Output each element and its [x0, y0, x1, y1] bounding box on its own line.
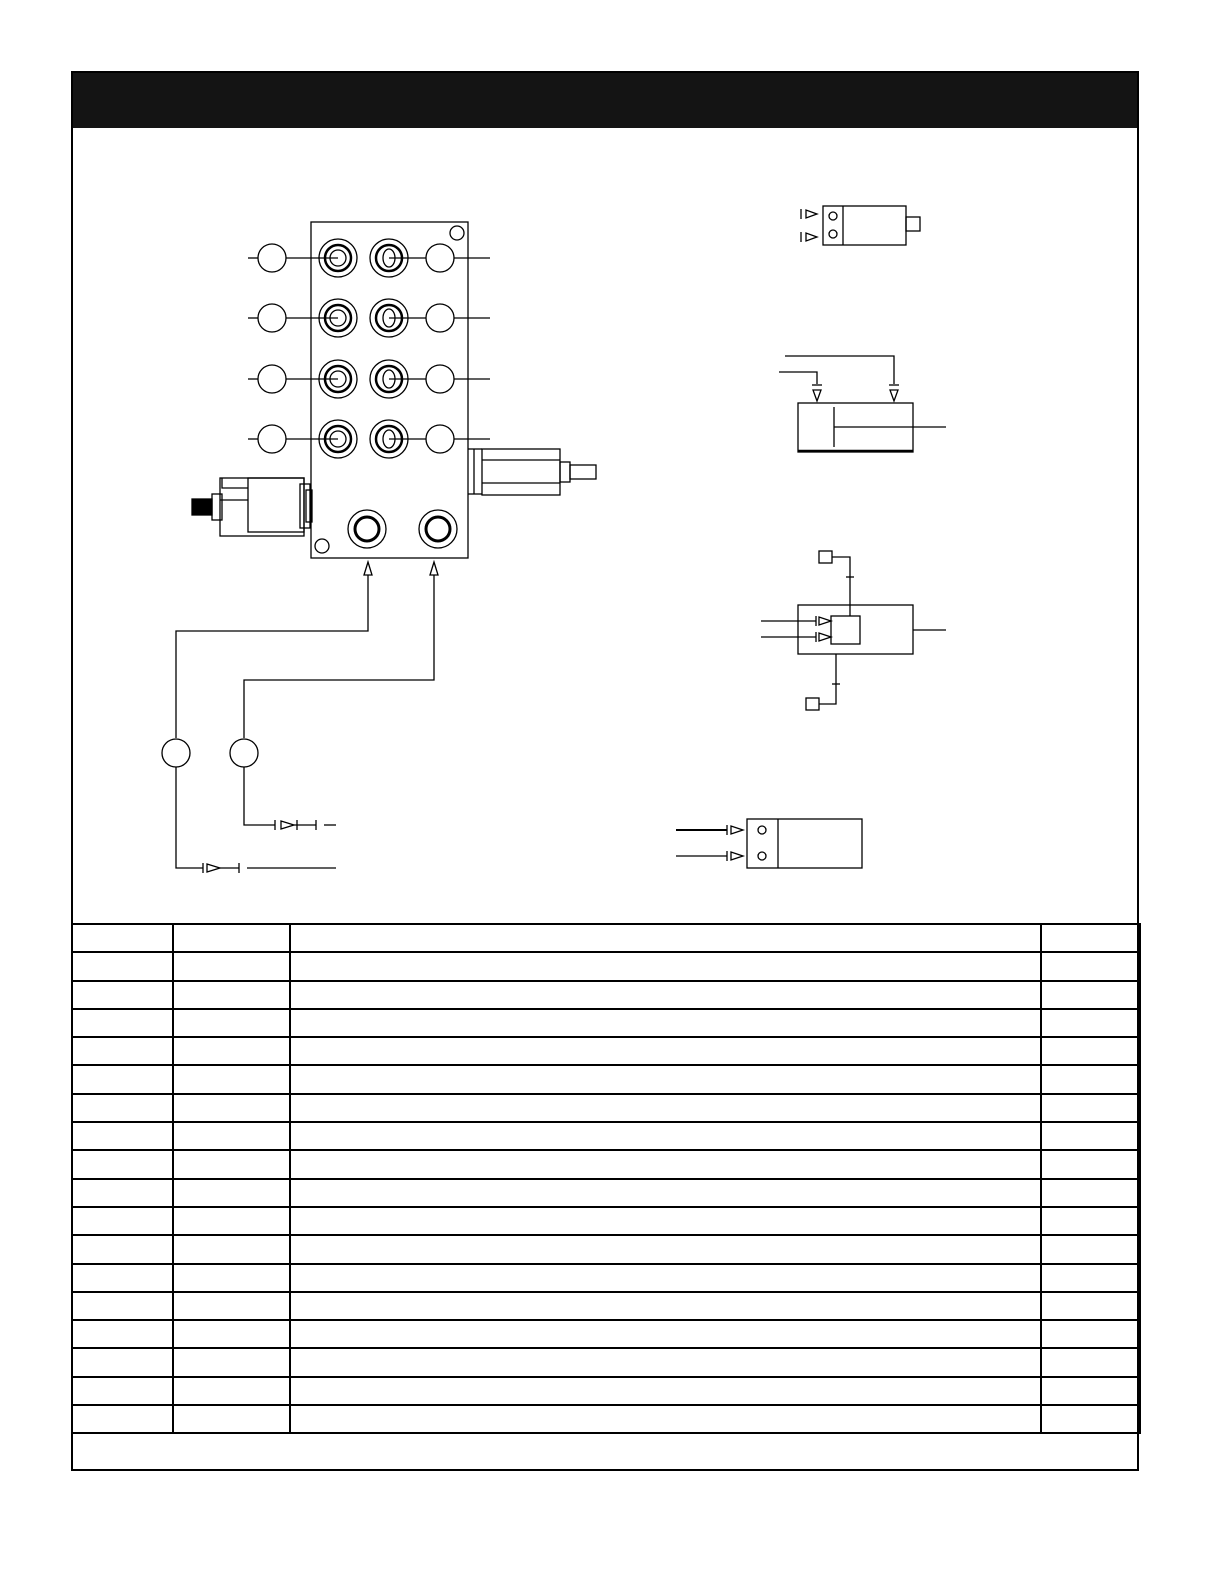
connector-block-symbol [676, 819, 862, 868]
table-cell [1041, 1179, 1140, 1207]
table-row [72, 1405, 1140, 1433]
table-cell [72, 1179, 173, 1207]
callouts-left [248, 244, 338, 453]
parts-table-body [72, 924, 1140, 1433]
table-cell [290, 1179, 1041, 1207]
valve-assembly [192, 478, 312, 536]
table-cell [173, 1264, 290, 1292]
table-cell [290, 1150, 1041, 1178]
table-cell [72, 981, 173, 1009]
table-cell [1041, 1094, 1140, 1122]
table-row [72, 1235, 1140, 1263]
table-cell [1041, 1009, 1140, 1037]
hex-fitting [468, 449, 596, 495]
table-row [72, 981, 1140, 1009]
table-row [72, 1348, 1140, 1376]
table-cell [1041, 981, 1140, 1009]
port-column-left [319, 239, 357, 458]
table-cell [290, 1348, 1041, 1376]
column-header [290, 924, 1041, 952]
table-row [72, 1150, 1140, 1178]
table-cell [72, 1348, 173, 1376]
table-cell [72, 1009, 173, 1037]
table-cell [290, 1405, 1041, 1433]
solenoid-symbol [801, 206, 920, 245]
table-cell [173, 1150, 290, 1178]
table-cell [1041, 1122, 1140, 1150]
table-cell [290, 1207, 1041, 1235]
table-cell [72, 1207, 173, 1235]
table-cell [290, 952, 1041, 980]
inlet-lines [162, 562, 438, 873]
table-cell [1041, 1150, 1140, 1178]
table-row [72, 1377, 1140, 1405]
table-cell [290, 1037, 1041, 1065]
table-cell [173, 981, 290, 1009]
table-cell [173, 1009, 290, 1037]
table-cell [1041, 1207, 1140, 1235]
callouts-right [389, 244, 490, 453]
table-row [72, 1037, 1140, 1065]
table-cell [72, 952, 173, 980]
manifold-symbol [779, 356, 946, 452]
table-cell [173, 1065, 290, 1093]
table-cell [72, 1065, 173, 1093]
column-header [1041, 924, 1140, 952]
table-cell [1041, 1348, 1140, 1376]
inlet-port-left [348, 510, 386, 548]
table-cell [173, 1320, 290, 1348]
table-cell [290, 1320, 1041, 1348]
table-cell [1041, 1292, 1140, 1320]
table-cell [290, 1377, 1041, 1405]
table-cell [173, 1377, 290, 1405]
table-cell [290, 1094, 1041, 1122]
table-cell [72, 1264, 173, 1292]
table-cell [290, 1122, 1041, 1150]
table-row [72, 952, 1140, 980]
table-row [72, 1179, 1140, 1207]
table-cell [173, 1122, 290, 1150]
column-header [173, 924, 290, 952]
table-cell [72, 1094, 173, 1122]
table-cell [173, 1348, 290, 1376]
table-cell [1041, 1235, 1140, 1263]
inlet-port-right [419, 510, 457, 548]
table-row [72, 1065, 1140, 1093]
column-header [72, 924, 173, 952]
table-cell [173, 1405, 290, 1433]
table-cell [1041, 1320, 1140, 1348]
table-cell [72, 1037, 173, 1065]
table-cell [173, 952, 290, 980]
table-row [72, 1009, 1140, 1037]
table-cell [173, 1094, 290, 1122]
table-cell [72, 1292, 173, 1320]
table-cell [72, 1405, 173, 1433]
table-cell [173, 1235, 290, 1263]
table-cell [173, 1207, 290, 1235]
table-row [72, 1122, 1140, 1150]
table-row [72, 1207, 1140, 1235]
table-cell [173, 1292, 290, 1320]
port-column-right [370, 239, 408, 458]
table-cell [290, 1292, 1041, 1320]
table-cell [1041, 1037, 1140, 1065]
table-row [72, 1320, 1140, 1348]
table-cell [290, 981, 1041, 1009]
table-row [72, 1292, 1140, 1320]
valve-symbol [761, 551, 946, 710]
table-cell [72, 1150, 173, 1178]
table-cell [1041, 1405, 1140, 1433]
parts-table [71, 923, 1141, 1434]
table-cell [72, 1122, 173, 1150]
table-header-row [72, 924, 1140, 952]
table-cell [173, 1179, 290, 1207]
table-cell [72, 1235, 173, 1263]
manifold-block [311, 222, 468, 558]
table-cell [1041, 1264, 1140, 1292]
table-cell [1041, 1065, 1140, 1093]
table-cell [290, 1264, 1041, 1292]
table-cell [173, 1037, 290, 1065]
table-cell [72, 1320, 173, 1348]
table-row [72, 1264, 1140, 1292]
table-cell [1041, 1377, 1140, 1405]
table-cell [290, 1065, 1041, 1093]
table-cell [72, 1377, 173, 1405]
table-cell [290, 1009, 1041, 1037]
table-cell [1041, 952, 1140, 980]
table-row [72, 1094, 1140, 1122]
table-cell [290, 1235, 1041, 1263]
